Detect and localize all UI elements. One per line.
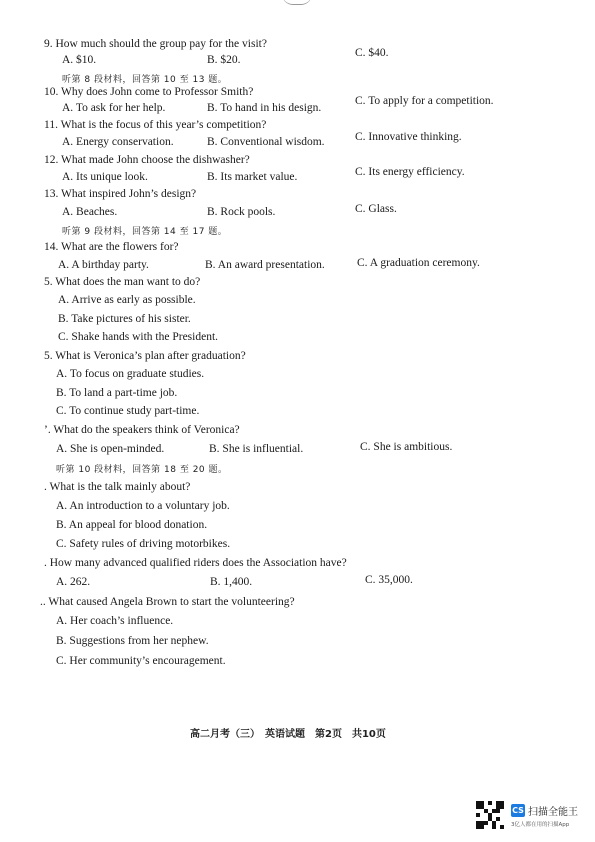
section-instruction: 听第 9 段材料，回答第 14 至 17 题。 — [62, 227, 228, 237]
question-13: 13. What inspired John’s design? — [44, 188, 197, 200]
option-a: A. To focus on graduate studies. — [56, 368, 205, 380]
option-b: B. To hand in his design. — [207, 102, 322, 114]
question-16: 5. What is Veronica’s plan after graduation? — [44, 350, 246, 362]
qr-code-icon — [476, 801, 504, 829]
question-15: 5. What does the man want to do? — [44, 276, 201, 288]
option-b: B. Conventional wisdom. — [207, 136, 325, 148]
option-b: B. Suggestions from her nephew. — [56, 635, 209, 647]
option-a: A. A birthday party. — [58, 259, 149, 271]
question-9: 9. How much should the group pay for the visit? — [44, 38, 267, 50]
page-footer: 高二月考（三） 英语试题 第2页 共10页 — [190, 729, 386, 740]
section-instruction: 听第 8 段材料，回答第 10 至 13 题。 — [62, 75, 228, 85]
question-14: 14. What are the flowers for? — [44, 241, 179, 253]
option-c: C. Its energy efficiency. — [355, 166, 465, 178]
option-a: A. An introduction to a voluntary job. — [56, 500, 230, 512]
option-b: B. Rock pools. — [207, 206, 276, 218]
option-a: A. To ask for her help. — [62, 102, 166, 114]
option-b: B. 1,400. — [210, 576, 253, 588]
option-b: B. An award presentation. — [205, 259, 325, 271]
option-b: B. $20. — [207, 54, 241, 66]
option-a: A. Beaches. — [62, 206, 118, 218]
option-a: A. $10. — [62, 54, 97, 66]
option-b: B. Its market value. — [207, 171, 298, 183]
option-a: A. Her coach’s influence. — [56, 615, 174, 627]
option-c: C. Glass. — [355, 203, 397, 215]
option-c: C. A graduation ceremony. — [357, 257, 480, 269]
option-c: C. She is ambitious. — [360, 441, 453, 453]
top-mark — [282, 0, 312, 5]
scanner-app-name: 扫描全能王 — [528, 807, 578, 818]
option-b: B. An appeal for blood donation. — [56, 519, 208, 531]
question-18: . What is the talk mainly about? — [44, 481, 191, 493]
option-c: C. 35,000. — [365, 574, 413, 586]
option-b: B. She is influential. — [209, 443, 304, 455]
section-instruction: 听第 10 段材料，回答第 18 至 20 题。 — [56, 465, 228, 475]
option-a: A. She is open-minded. — [56, 443, 165, 455]
question-12: 12. What made John choose the dishwasher? — [44, 154, 250, 166]
option-c: C. $40. — [355, 47, 389, 59]
question-11: 11. What is the focus of this year’s competition? — [44, 119, 267, 131]
option-c: C. Safety rules of driving motorbikes. — [56, 538, 231, 550]
option-a: A. Energy conservation. — [62, 136, 174, 148]
option-c: C. Her community’s encouragement. — [56, 655, 226, 667]
scanner-tagline: 3亿人都在用的扫描App — [511, 822, 570, 828]
question-17: ’. What do the speakers think of Veronica? — [44, 424, 240, 436]
question-20: .. What caused Angela Brown to start the volunteering? — [40, 596, 295, 608]
option-b: B. To land a part-time job. — [56, 387, 178, 399]
option-c: C. Innovative thinking. — [355, 131, 462, 143]
option-a: A. Arrive as early as possible. — [58, 294, 196, 306]
camscanner-logo: CS — [512, 806, 524, 815]
option-b: B. Take pictures of his sister. — [58, 313, 191, 325]
option-c: C. Shake hands with the President. — [58, 331, 219, 343]
question-19: . How many advanced qualified riders does the Association have? — [44, 557, 347, 569]
option-a: A. Its unique look. — [62, 171, 148, 183]
option-a: A. 262. — [56, 576, 91, 588]
option-c: C. To apply for a competition. — [355, 95, 494, 107]
question-10: 10. Why does John come to Professor Smith? — [44, 86, 254, 98]
option-c: C. To continue study part-time. — [56, 405, 200, 417]
